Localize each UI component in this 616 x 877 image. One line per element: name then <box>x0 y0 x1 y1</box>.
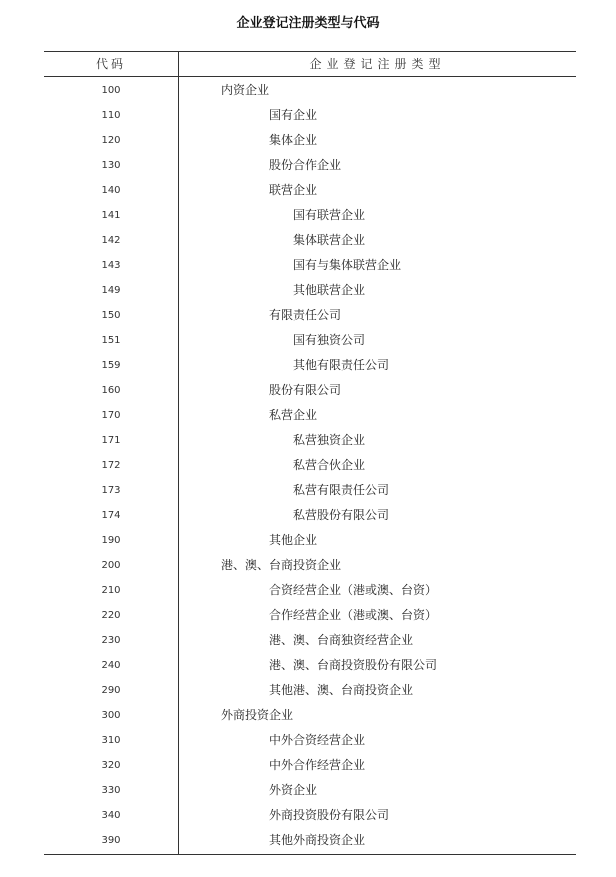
table-row <box>44 578 576 603</box>
row-type-name: 中外合作经营企业 <box>269 758 366 772</box>
row-code: 110 <box>101 110 121 121</box>
row-code: 140 <box>101 185 121 196</box>
row-type-name: 有限责任公司 <box>269 308 342 322</box>
row-type-name: 其他有限责任公司 <box>293 358 390 372</box>
table-row <box>44 528 576 553</box>
table-row <box>44 553 576 578</box>
row-type-name: 其他企业 <box>269 533 318 547</box>
table-row <box>44 153 576 178</box>
row-type-name: 私营有限责任公司 <box>293 483 390 497</box>
row-code: 300 <box>101 710 121 721</box>
table-row <box>44 378 576 403</box>
table-row <box>44 78 576 103</box>
table-row <box>44 503 576 528</box>
row-type-name: 国有与集体联营企业 <box>293 258 402 272</box>
table-row <box>44 603 576 628</box>
row-type-name: 合作经营企业（港或澳、台资） <box>269 608 438 622</box>
page-title: 企业登记注册类型与代码 <box>236 16 380 31</box>
row-code: 240 <box>101 660 121 671</box>
row-type-name: 外商投资企业 <box>221 708 294 722</box>
table-row <box>44 803 576 828</box>
table-row <box>44 703 576 728</box>
table-row <box>44 428 576 453</box>
row-type-name: 国有独资公司 <box>293 333 366 347</box>
table-row <box>44 778 576 803</box>
table-row <box>44 653 576 678</box>
row-code: 120 <box>101 135 121 146</box>
row-code: 141 <box>101 210 121 221</box>
row-type-name: 私营独资企业 <box>293 433 366 447</box>
table-row <box>44 753 576 778</box>
row-type-name: 合资经营企业（港或澳、台资） <box>269 583 438 597</box>
row-code: 320 <box>101 760 121 771</box>
row-code: 310 <box>101 735 121 746</box>
row-code: 290 <box>101 685 121 696</box>
row-code: 143 <box>101 260 121 271</box>
row-type-name: 私营股份有限公司 <box>293 508 390 522</box>
row-type-name: 港、澳、台商投资企业 <box>221 558 342 572</box>
row-type-name: 国有联营企业 <box>293 208 366 222</box>
table-header <box>44 52 576 77</box>
registration-type-table <box>44 51 576 855</box>
row-code: 159 <box>101 360 121 371</box>
row-type-name: 外商投资股份有限公司 <box>269 808 390 822</box>
header-code: 代码 <box>95 57 126 71</box>
row-code: 174 <box>101 510 121 521</box>
row-code: 160 <box>101 385 121 396</box>
row-type-name: 港、澳、台商投资股份有限公司 <box>269 658 438 672</box>
row-type-name: 集体企业 <box>269 133 318 147</box>
row-type-name: 其他联营企业 <box>293 283 366 297</box>
table-row <box>44 103 576 128</box>
row-code: 172 <box>101 460 121 471</box>
row-type-name: 国有企业 <box>269 108 318 122</box>
table-row <box>44 728 576 753</box>
row-code: 200 <box>101 560 121 571</box>
table-row <box>44 678 576 703</box>
table-row <box>44 403 576 428</box>
row-code: 210 <box>101 585 121 596</box>
row-type-name: 集体联营企业 <box>293 233 366 247</box>
row-code: 220 <box>101 610 121 621</box>
table-row <box>44 453 576 478</box>
table-row <box>44 478 576 503</box>
table-row <box>44 228 576 253</box>
row-type-name: 中外合资经营企业 <box>269 733 366 747</box>
row-code: 142 <box>101 235 121 246</box>
row-code: 130 <box>101 160 121 171</box>
row-type-name: 联营企业 <box>269 183 318 197</box>
row-type-name: 股份合作企业 <box>269 158 342 172</box>
row-type-name: 其他外商投资企业 <box>269 833 366 847</box>
row-code: 230 <box>101 635 121 646</box>
table-row <box>44 828 576 853</box>
table-row <box>44 278 576 303</box>
table-row <box>44 628 576 653</box>
row-code: 100 <box>101 85 121 96</box>
row-type-name: 私营企业 <box>269 408 318 422</box>
row-code: 150 <box>101 310 121 321</box>
row-code: 340 <box>101 810 121 821</box>
table-row <box>44 203 576 228</box>
row-type-name: 私营合伙企业 <box>293 458 366 472</box>
row-type-name: 港、澳、台商独资经营企业 <box>269 633 414 647</box>
row-type-name: 内资企业 <box>221 83 270 97</box>
row-code: 170 <box>101 410 121 421</box>
table-row <box>44 353 576 378</box>
row-code: 149 <box>101 285 121 296</box>
table-row <box>44 178 576 203</box>
table-body <box>44 78 576 853</box>
row-code: 173 <box>101 485 121 496</box>
row-code: 171 <box>101 435 121 446</box>
row-code: 330 <box>101 785 121 796</box>
table-row <box>44 328 576 353</box>
table-row <box>44 128 576 153</box>
row-code: 390 <box>101 835 121 846</box>
row-type-name: 股份有限公司 <box>269 383 342 397</box>
row-type-name: 外资企业 <box>269 783 318 797</box>
table-row <box>44 303 576 328</box>
row-code: 190 <box>101 535 121 546</box>
row-type-name: 其他港、澳、台商投资企业 <box>269 683 414 697</box>
row-code: 151 <box>101 335 121 346</box>
table-row <box>44 253 576 278</box>
header-type: 企业登记注册类型 <box>309 57 446 71</box>
